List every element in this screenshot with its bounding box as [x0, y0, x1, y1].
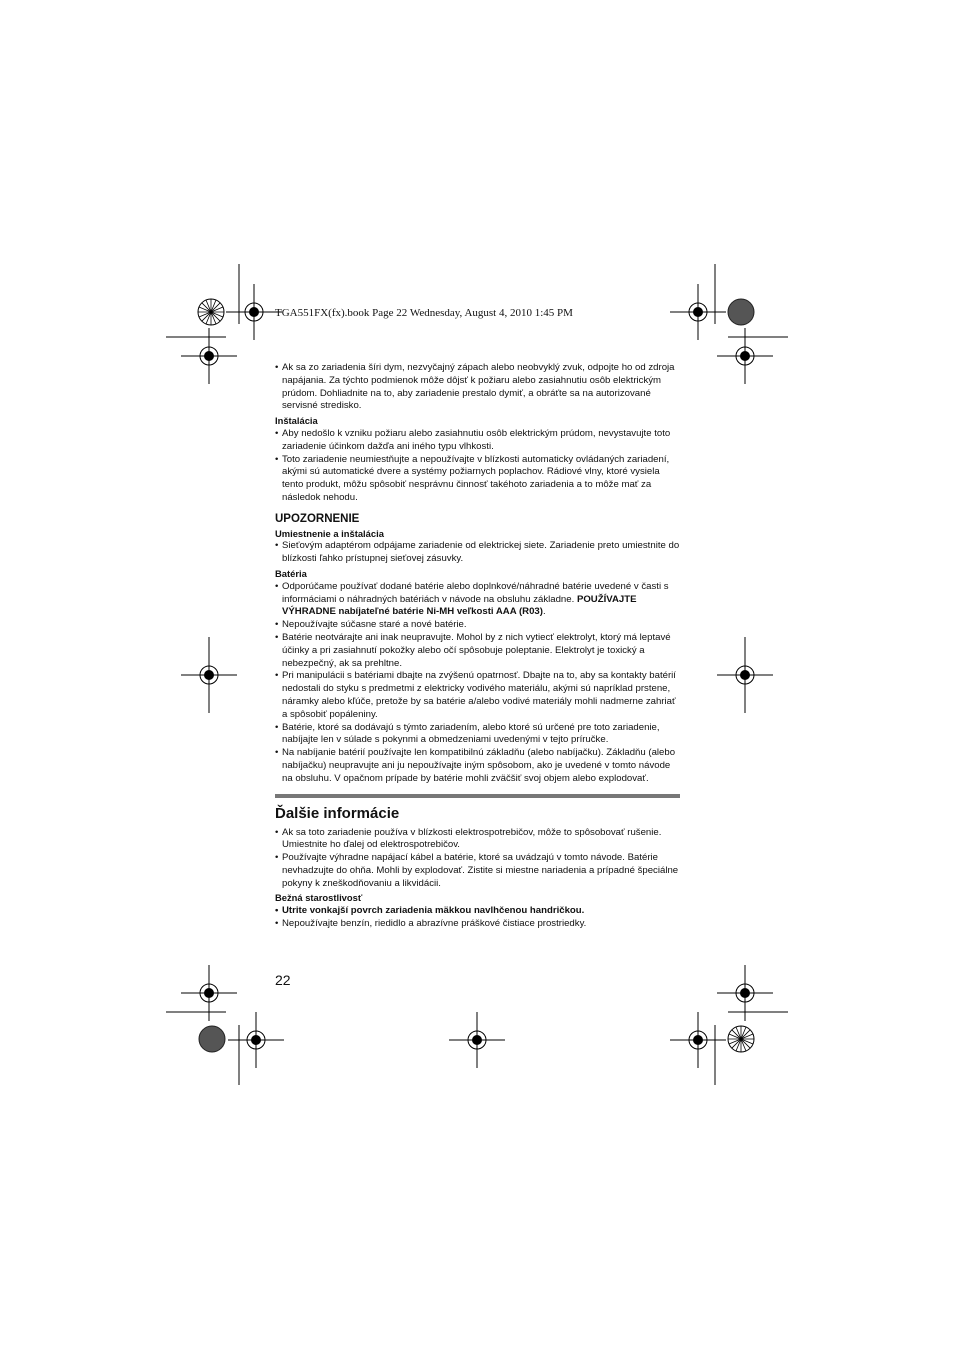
- care-heading: Bežná starostlivosť: [275, 892, 363, 904]
- list-item: • Aby nedošlo k vzniku požiaru alebo zasiahnutiu osôb elektrickým prúdom, nevystavujte toto zariadenie účinkom dažďa ani iného typu vlhkosti.: [275, 428, 680, 454]
- more-info-list: [275, 827, 680, 891]
- list-item: • Batérie neotvárajte ani inak neupravujte. Mohol by z nich vytiecť elektrolyt, ktorý má leptavé účinky a pri zasiahnutí pokožky alebo očí spôsobuje poleptanie. Elektrolyt je toxický a nebezpečný, ak sa prehltne.: [275, 632, 680, 670]
- installation-list: [275, 428, 680, 505]
- list-item: • Batérie, ktoré sa dodávajú s týmto zariadením, alebo ktoré sú určené pre toto zariadenie, nabíjajte len v súlade s pokynmi a obmedzeniami uvedenými v tejto príručke.: [275, 722, 680, 748]
- list-item: • Toto zariadenie neumiestňujte a nepoužívajte v blízkosti automaticky ovládaných zariadení, akými sú automatické dvere a systémy požiarnych poplachov. Rádiové vlny, ktoré vysiela tento produkt, môžu spôsobiť nesprávnu činnosť takéhoto zariadenia a to môže mať za následok nehodu.: [275, 454, 680, 505]
- page-number: 22: [275, 972, 291, 988]
- care-list: [275, 905, 680, 931]
- list-item: • Pri manipulácii s batériami dbajte na zvýšenú opatrnosť. Dbajte na to, aby sa kontakty batérií nedostali do styku s predmetmi z elektricky vodivého materiálu, akými sú napríklad prstene, náramky alebo kľúče, pretože by sa batérie a/alebo vodivé materiály mohli nadmerne zahriať a spôsobiť popáleniny.: [275, 670, 680, 721]
- list-item: • Ak sa toto zariadenie používa v blízkosti elektrospotrebičov, môže to spôsobovať rušenie. Umiestnite ho ďalej od elektrospotrebičov.: [275, 827, 680, 853]
- battery-list: [275, 581, 680, 786]
- more-info-heading: Ďalšie informácie: [275, 804, 400, 822]
- page-content: [275, 362, 680, 931]
- list-item: • Utrite vonkajší povrch zariadenia mäkkou navlhčenou handričkou.: [275, 905, 680, 918]
- section-divider: [275, 794, 680, 798]
- list-item: • Nepoužívajte benzín, riedidlo a abrazívne práškové čistiace prostriedky.: [275, 918, 680, 931]
- placement-list: [275, 540, 680, 566]
- print-header: TGA551FX(fx).book Page 22 Wednesday, August 4, 2010 1:45 PM: [275, 307, 573, 319]
- list-item: • Nepoužívajte súčasne staré a nové batérie.: [275, 619, 680, 632]
- installation-heading: Inštalácia: [275, 415, 318, 427]
- battery-first-bold: POUŽÍVAJTE VÝHRADNE nabíjateľné batérie Ni-MH veľkosti AAA (R03): [282, 593, 637, 618]
- intro-list: [275, 362, 680, 413]
- battery-first-text: Odporúčame používať dodané batérie alebo doplnkové/náhradné batérie uvedené v časti s informáciami o náhradných batériách v návode na obsluhu základne.: [282, 580, 669, 605]
- list-item: • Ak sa zo zariadenia šíri dym, nezvyčajný zápach alebo neobvyklý zvuk, odpojte ho od zdroja napájania. Za týchto podmienok môže dôjsť k požiaru alebo zasiahnutiu osôb elektrickým prúdom. Dohliadnite na to, aby zariadenie prestalo dymiť, a obráťte sa na autorizované servisné stredisko.: [275, 362, 680, 413]
- list-item: • Sieťovým adaptérom odpájame zariadenie od elektrickej siete. Zariadenie preto umiestnite do blízkosti ľahko prístupnej sieťovej zásuvky.: [275, 540, 680, 566]
- placement-heading: Umiestnenie a inštalácia: [275, 527, 384, 539]
- list-item: • Používajte výhradne napájací kábel a batérie, ktoré sa uvádzajú v tomto návode. Batérie nevhadzujte do ohňa. Mohli by explodovať. Zistite si miestne nariadenia a prípadné špeciálne pokyny k zneškodňovaniu a likvidácii.: [275, 852, 680, 890]
- battery-first-end: .: [542, 606, 546, 618]
- list-item: • Na nabíjanie batérií používajte len kompatibilnú základňu (alebo nabíjačku). Základňu (alebo nabíjačku) neupravujte ani ju nepoužívajte iným spôsobom, ako je uvedené v tomto návode na obsluhu. V opačnom prípade by batérie mohli zväčšiť svoj objem alebo explodovať.: [275, 747, 680, 785]
- battery-heading: Batéria: [275, 567, 307, 579]
- list-item: [275, 581, 680, 619]
- caution-heading: UPOZORNENIE: [275, 512, 360, 525]
